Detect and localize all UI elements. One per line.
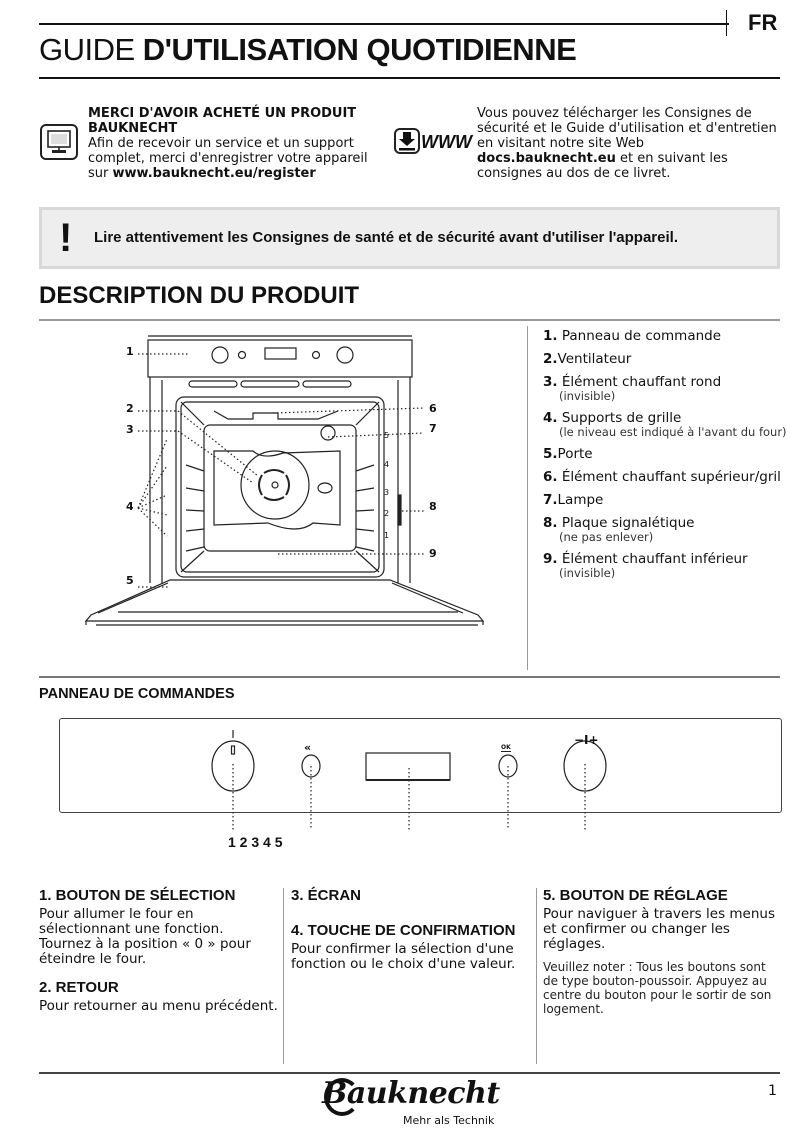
part-note: (invisible) [559,389,616,403]
callout-5: 5 [126,574,134,587]
section-rule [39,319,780,321]
part-label: Élément chauffant supérieur/gril [561,469,781,485]
part-label: Lampe [557,492,604,508]
brand-logo: Bauknecht [322,1076,500,1111]
confirm-button[interactable] [499,755,517,777]
part-item [543,374,793,403]
exclamation-icon: ! [59,216,73,260]
parts-list [543,328,793,587]
part-label: Élément chauffant inférieur [561,551,748,567]
selection-button-title: 1. BOUTON DE SÉLECTION [39,887,236,904]
oven-diagram [78,325,498,645]
callout-numbers: 1 2 3 4 5 [228,834,283,850]
title-rule [39,77,780,79]
back-button[interactable] [302,755,320,777]
download-body: Vous pouvez télécharger les Consignes de sécurité et le Guide d'utilisation et d'entretien en visitant notre site Web [477,106,777,151]
part-label: Élément chauffant rond [561,374,722,390]
callout-9: 9 [429,547,437,560]
part-item [543,515,793,544]
back-text: Pour retourner au menu précédent. [39,998,278,1014]
adjust-button-title: 5. BOUTON DE RÉGLAGE [543,887,728,904]
brand-tagline: Mehr als Technik [403,1114,495,1127]
callout-6: 6 [429,402,437,415]
title-light: GUIDE [39,32,143,67]
part-note: (ne pas enlever) [559,530,654,544]
control-panel-heading: PANNEAU DE COMMANDES [39,686,235,702]
registration-body: Afin de recevoir un service et un support complet, merci d'enregistrer votre appareil sur [88,136,368,181]
callout-3: 3 [126,423,134,436]
part-label: Plaque signalétique [561,515,695,531]
product-description-heading: DESCRIPTION DU PRODUIT [39,282,360,309]
callout-1: 1 [126,345,134,358]
confirm-key-title: 4. TOUCHE DE CONFIRMATION [291,922,516,939]
part-number: 1. [543,328,558,344]
callout-8: 8 [429,500,437,513]
header-rule [39,23,729,25]
part-label: Panneau de commande [561,328,722,344]
controls-column-3 [543,888,778,1016]
registration-text [88,106,388,181]
shelf-level-4: 4 [384,460,390,469]
shelf-level-2: 2 [384,509,390,518]
safety-warning-banner [39,207,780,269]
www-label: WWW [421,132,472,152]
push-button-note: Veuillez noter : Tous les boutons sont de type bouton-poussoir. Appuyez au centre du bouton pour le sortir de son logement. [543,960,772,1016]
warning-text: Lire attentivement les Consignes de santé et de sécurité avant d'utiliser l'appareil. [94,229,678,246]
part-item [543,328,793,344]
part-note: (invisible) [559,566,616,580]
register-link[interactable]: www.bauknecht.eu/register [112,166,316,181]
part-item [543,469,793,485]
part-number: 5. [543,446,558,462]
part-label: Supports de grille [561,410,682,426]
part-label: Ventilateur [557,351,632,367]
adjust-button-text: Pour naviguer à travers les menus et confirmer ou changer les réglages. [543,906,775,952]
adjust-knob[interactable] [564,741,606,791]
header-tick [726,10,727,36]
part-number: 2. [543,351,558,367]
adjust-symbol-icon: −I+ [574,733,599,747]
part-item [543,410,793,439]
page-title [39,32,576,68]
title-bold: D'UTILISATION QUOTIDIENNE [142,32,577,67]
shelf-level-1: 1 [384,531,390,540]
docs-link[interactable]: docs.bauknecht.eu [477,151,616,166]
back-title: 2. RETOUR [39,979,119,996]
callout-7: 7 [429,422,437,435]
part-number: 9. [543,551,558,567]
part-number: 4. [543,410,558,426]
back-symbol-icon: « [304,741,312,754]
part-item [543,551,793,580]
part-label: Porte [557,446,593,462]
display-screen [366,753,450,780]
computer-icon [40,124,78,160]
part-note: (le niveau est indiqué à l'avant du four) [559,425,787,439]
controls-column-2 [291,888,531,985]
part-item [543,351,793,367]
download-body-end: et en suivant les consignes au dos de ce livret. [477,151,728,181]
selection-knob[interactable] [212,741,254,791]
confirm-key-text: Pour confirmer la sélection d'une fonction ou le choix d'une valeur. [291,941,516,972]
column-divider [527,326,528,670]
callout-4: 4 [126,500,134,513]
part-number: 7. [543,492,558,508]
part-item [543,492,793,508]
part-number: 6. [543,469,558,485]
footer-rule [39,1072,780,1074]
section-rule [39,676,780,678]
ok-symbol-icon: OK [501,744,511,751]
column-divider [283,888,284,1064]
language-label: FR [748,10,778,35]
shelf-level-3: 3 [384,488,390,497]
shelf-level-5: 5 [384,431,390,440]
part-number: 8. [543,515,558,531]
part-item [543,446,793,462]
column-divider [536,888,537,1064]
part-number: 3. [543,374,558,390]
callout-2: 2 [126,402,134,415]
selection-button-text: Pour allumer le four en sélectionnant une fonction. Tournez à la position « 0 » pour éteindre le four. [39,906,251,967]
controls-column-1 [39,888,279,1027]
page-number: 1 [768,1083,777,1099]
download-www-icon [394,126,474,158]
registration-heading: MERCI D'AVOIR ACHETÉ UN PRODUIT BAUKNECHT [88,106,357,136]
screen-title: 3. ÉCRAN [291,887,362,904]
download-text [477,106,777,181]
